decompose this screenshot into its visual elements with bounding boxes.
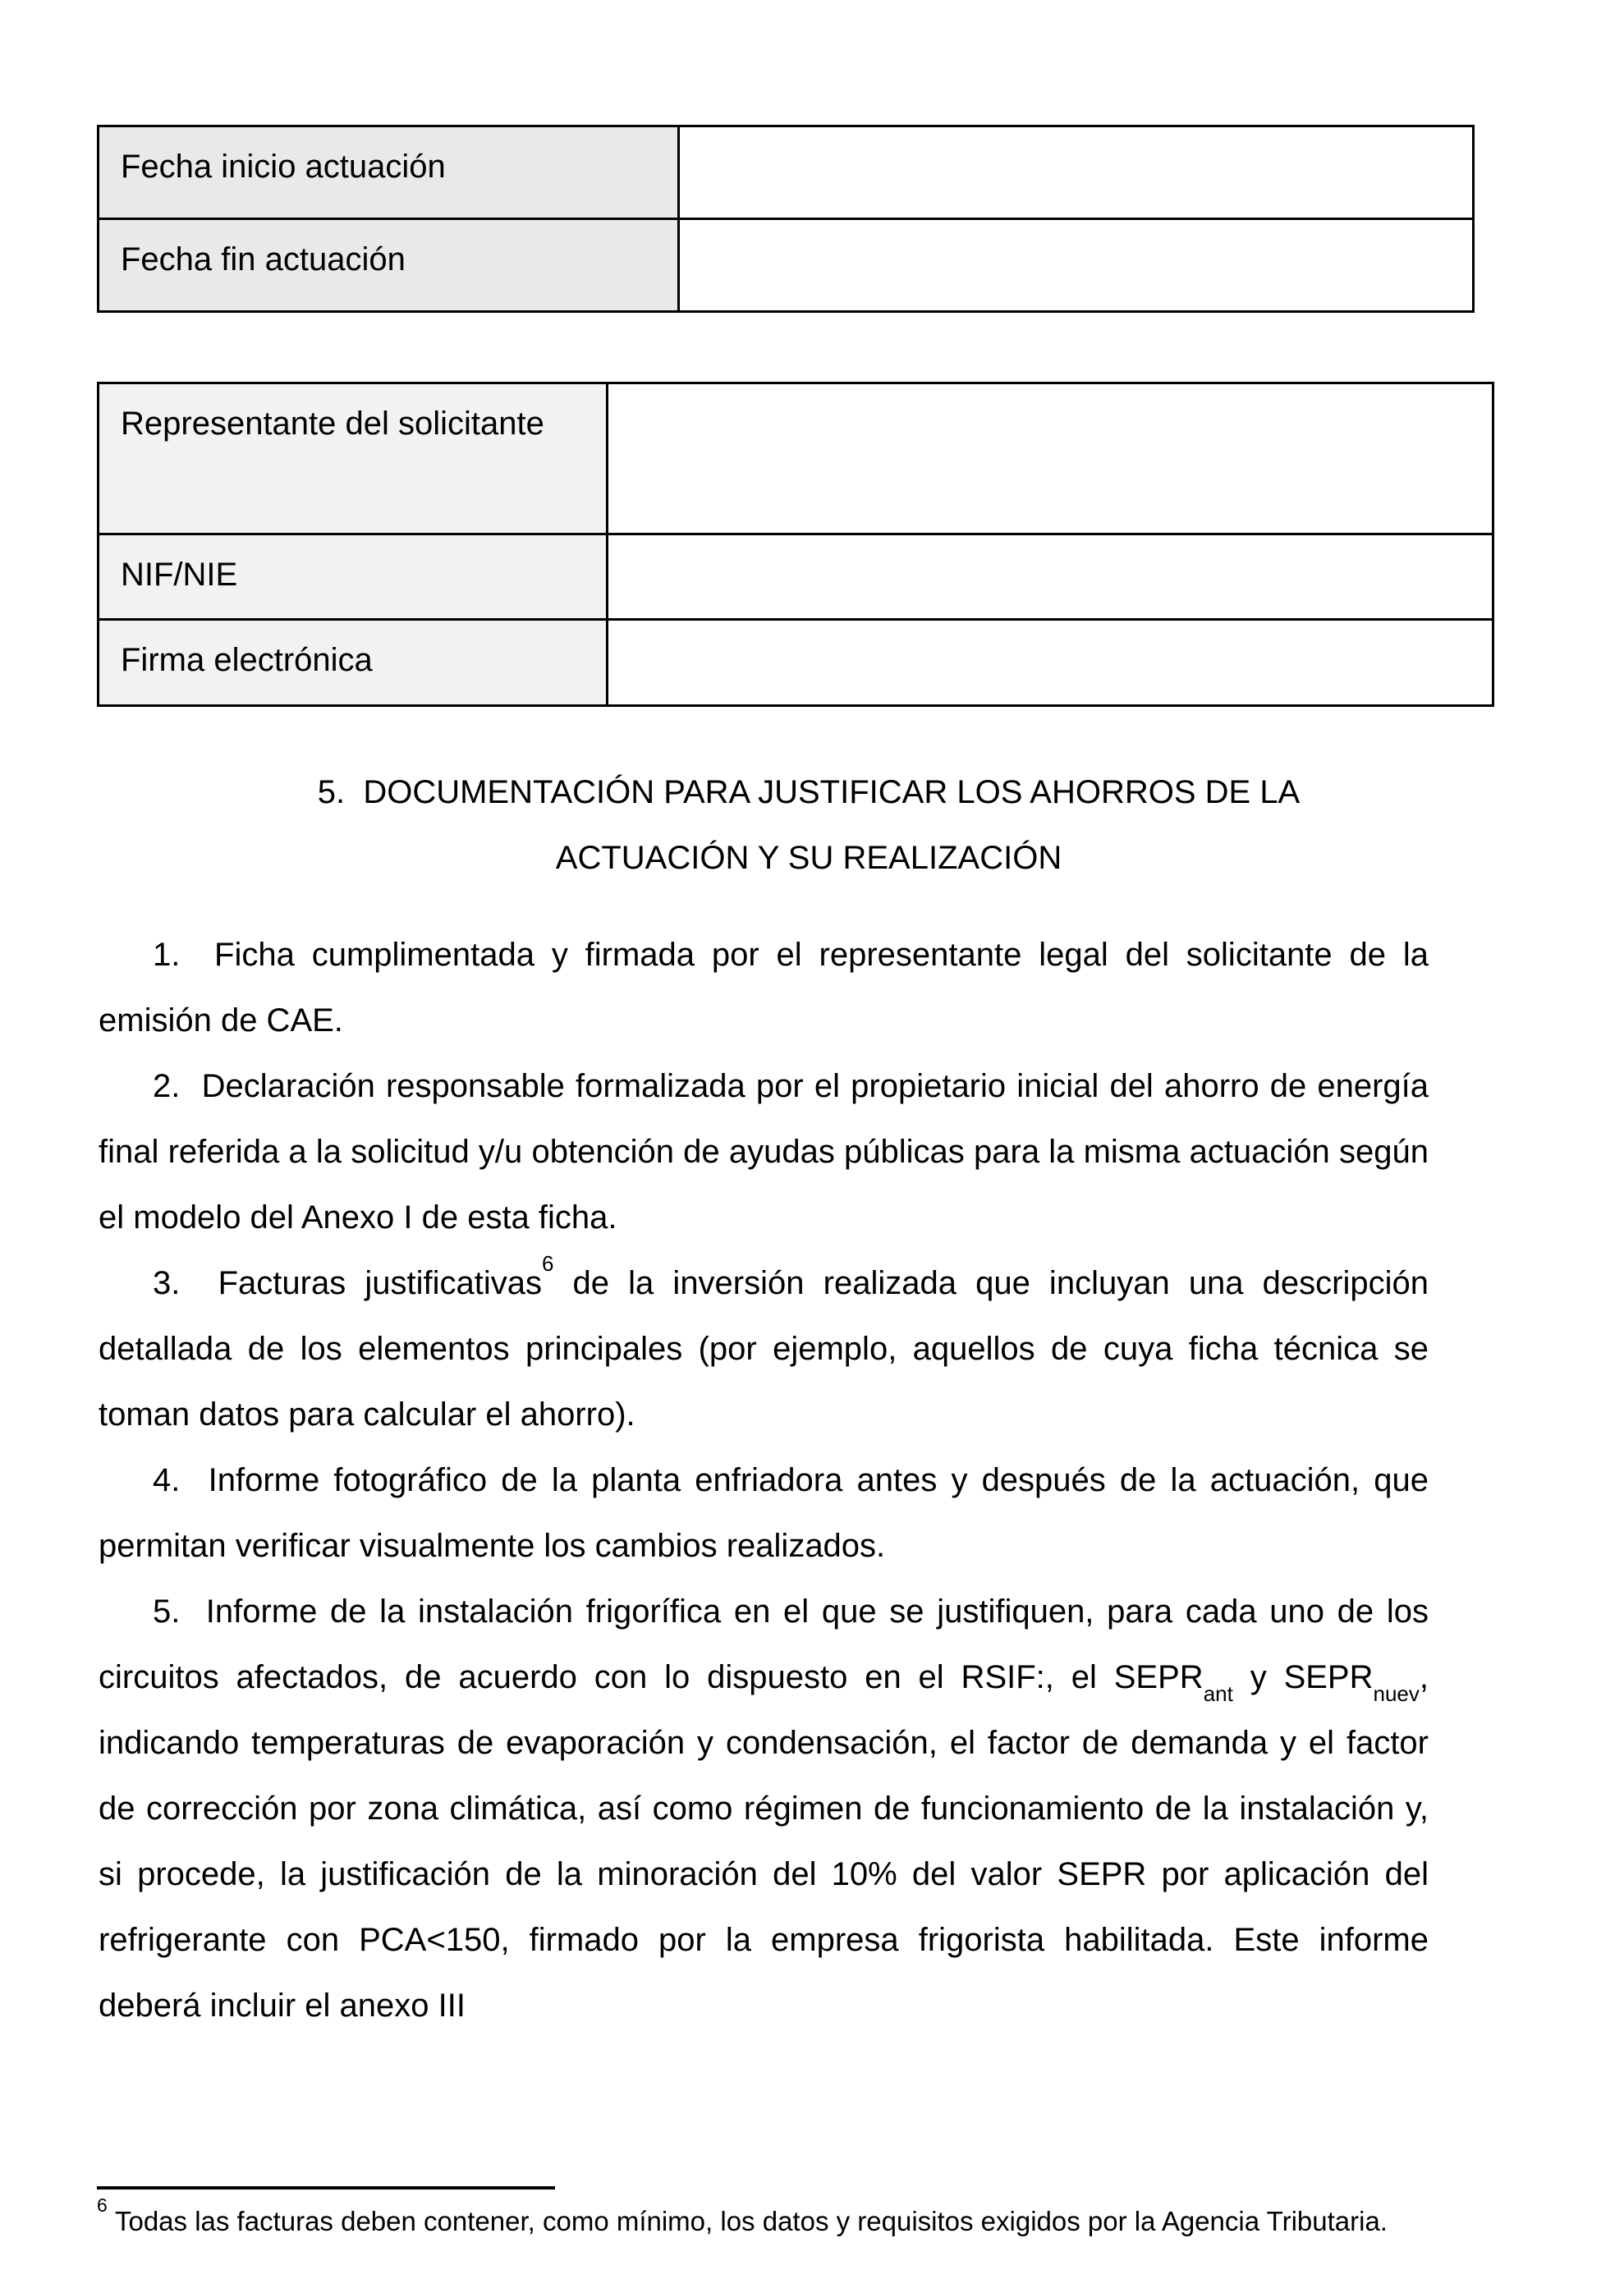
footnote-number-6: 6 [97,2194,108,2216]
section-heading-line2: ACTUACIÓN Y SU REALIZACIÓN [555,840,1062,876]
section-heading-line1: 5. DOCUMENTACIÓN PARA JUSTIFICAR LOS AHORROS DE LA [317,774,1301,810]
dates-table [97,125,1475,313]
nif-nie-value-cell [608,534,1493,620]
fecha-fin-label-cell: Fecha fin actuación [99,219,679,312]
table-row [99,219,1474,312]
footnote-separator-rule [97,2186,555,2190]
footnote-body: Todas las facturas deben contener, como mínimo, los datos y requisitos exigidos por la Agencia Tributaria. [107,2206,1388,2236]
table-row [99,534,1493,620]
table-row [99,126,1474,219]
section-heading [99,759,1519,891]
body-text [99,922,1429,2038]
list-item-2: 2. Declaración responsable formalizada por el propietario inicial del ahorro de energía final referida a la solicitud y/u obtención de ayudas públicas para la misma actuación según el modelo del Anexo I de esta ficha. [99,1068,1429,1236]
footnote-text [97,2194,1509,2240]
table-row [99,383,1493,534]
fecha-fin-value-cell [679,219,1474,312]
firma-electronica-value-cell [608,620,1493,706]
footnote-reference-6: 6 [541,1250,554,1276]
list-item-4: 4. Informe fotográfico de la planta enfriadora antes y después de la actuación, que permitan verificar visualmente los cambios realizados. [99,1462,1429,1564]
sepr-ant-subscript: ant [1203,1681,1233,1706]
fecha-inicio-value-cell [679,126,1474,219]
list-item-3-text: 3. Facturas justificativas [153,1265,542,1301]
representante-label-cell: Representante del solicitante [99,383,608,534]
list-item-5-text: , indicando temperaturas de evaporación y condensación, el factor de demanda y el factor de corrección por zona climática, así como régimen de funcionamiento de la instalación y, si procede, la justificación de la minoración del 10% del valor SEPR por aplicación del refrigerante con PCA<150, firmado por la empresa frigorista habilitada. Este informe deberá incluir el anexo III [99,1659,1429,2024]
representante-value-cell [608,383,1493,534]
list-item-5 [99,1579,1429,2038]
firma-electronica-label-cell: Firma electrónica [99,620,608,706]
list-item-5-text: 5. Informe de la instalación frigorífica en el que se justifiquen, para cada uno de los circuitos afectados, de acuerdo con lo dispuesto en el RSIF:, el SEPR [99,1593,1429,1695]
sepr-nuev-subscript: nuev [1373,1681,1420,1706]
table-row [99,620,1493,706]
list-item-5-text: y SEPR [1232,1659,1374,1695]
footnote [97,2194,1509,2240]
fecha-inicio-label-cell: Fecha inicio actuación [99,126,679,219]
list-item-3 [99,1250,1429,1447]
nif-nie-label-cell: NIF/NIE [99,534,608,620]
list-item-3-text: de la inversión realizada que incluyan una descripción detallada de los elementos principales (por ejemplo, aquellos de cuya ficha técnica se toman datos para calcular el ahorro). [99,1265,1429,1433]
list-item-1: 1. Ficha cumplimentada y firmada por el representante legal del solicitante de la emisión de CAE. [99,937,1429,1039]
representative-table [97,382,1494,707]
